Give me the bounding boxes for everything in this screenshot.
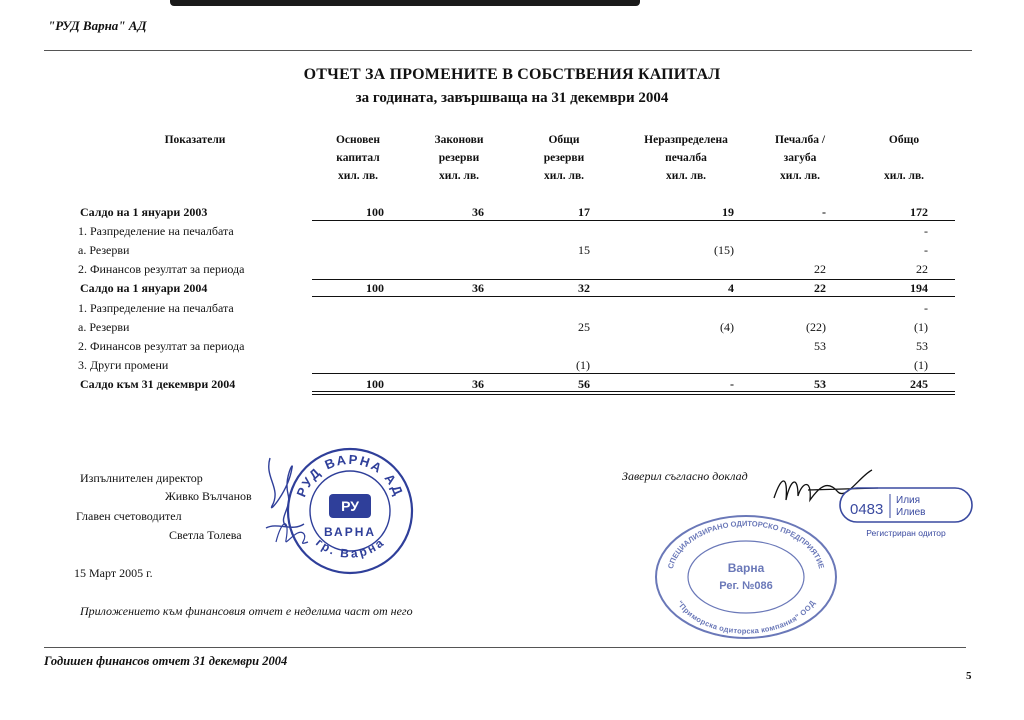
svg-text:"Приморска одиторска компания" — [675, 598, 817, 635]
column-header-5 — [740, 131, 860, 185]
table-row — [0, 241, 1024, 260]
company-seal-top-text: РУД ВАРНА АД — [293, 451, 407, 500]
auditor-first-name: Илия — [896, 495, 921, 506]
company-seal — [283, 444, 417, 578]
column-header-3-line1: Общи — [548, 134, 580, 146]
executive-name: Живко Вълчанов — [165, 489, 252, 503]
row-cell: - — [924, 224, 928, 238]
rule-total-1 — [312, 391, 955, 392]
row-cell: 19 — [722, 205, 734, 219]
row-label: 1. Разпределение на печалбата — [78, 224, 234, 238]
footer-report-name: Годишен финансов отчет 31 декември 2004 — [44, 654, 288, 668]
row-cell: 17 — [578, 205, 590, 219]
accountant-title: Главен счетоводител — [76, 509, 182, 523]
table-row — [0, 318, 1024, 337]
audit-firm-seal — [650, 512, 842, 642]
row-cell: 25 — [578, 320, 590, 334]
auditor-title: Регистриран одитор — [866, 528, 946, 538]
auditor-stamp — [838, 484, 976, 542]
report-date: 15 Март 2005 г. — [74, 566, 153, 580]
row-cell: (1) — [914, 358, 928, 372]
column-header-2-line2: резерви — [438, 152, 480, 164]
executive-title: Изпълнителен директор — [80, 471, 203, 485]
svg-text:РУ: РУ — [341, 498, 359, 514]
column-header-3-line2: резерви — [543, 152, 585, 164]
row-cell: - — [924, 243, 928, 257]
column-header-2-unit: хил. лв. — [438, 170, 480, 182]
company-seal-bottom-text: гр. Варна — [313, 535, 387, 561]
footer-rule — [44, 647, 966, 648]
column-header-1-unit: хил. лв. — [337, 170, 379, 182]
column-header-4-line2: печалба — [665, 152, 707, 164]
auditor-last-name: Илиев — [896, 507, 926, 518]
column-header-3 — [504, 131, 624, 185]
row-cell: 36 — [472, 281, 484, 295]
row-label: 2. Финансов резултат за периода — [78, 339, 245, 353]
accountant-name: Светла Толева — [169, 528, 242, 542]
row-cell: - — [822, 205, 826, 219]
row-cell: 53 — [814, 339, 826, 353]
row-cell: 22 — [916, 262, 928, 276]
row-label: 1. Разпределение на печалбата — [78, 301, 234, 315]
table-row — [0, 222, 1024, 241]
column-header-6-line2 — [844, 149, 964, 167]
row-label: 2. Финансов резултат за периода — [78, 262, 245, 276]
row-label: 3. Други промени — [78, 358, 169, 372]
row-cell: (1) — [576, 358, 590, 372]
row-cell: 245 — [910, 377, 928, 391]
column-header-2 — [399, 131, 519, 185]
certified-label: Заверил съгласно доклад — [622, 469, 748, 483]
report-title: ОТЧЕТ ЗА ПРОМЕНИТЕ В СОБСТВЕНИЯ КАПИТАЛ — [303, 66, 721, 83]
row-cell: 56 — [578, 377, 590, 391]
rule-after-2003 — [312, 220, 955, 221]
row-cell: 15 — [578, 243, 590, 257]
column-header-1-line1: Основен — [335, 134, 381, 146]
row-cell: 53 — [814, 377, 826, 391]
column-header-5-unit: хил. лв. — [779, 170, 821, 182]
indicator-header: Показатели — [164, 134, 226, 146]
firm-seal-ring-text: СПЕЦИАЛИЗИРАНО ОДИТОРСКО ПРЕДПРИЯТИЕ — [665, 518, 827, 570]
firm-seal-ring-bottom: "Приморска одиторска компания" ООД — [675, 598, 817, 636]
company-seal-city: ВАРНА — [323, 525, 377, 539]
row-cell: 22 — [814, 262, 826, 276]
row-cell: 100 — [366, 377, 384, 391]
table-row — [0, 260, 1024, 279]
row-cell: - — [924, 301, 928, 315]
firm-seal-reg: Рег. №086 — [719, 580, 773, 592]
column-header-5-line1: Печалба / — [774, 134, 826, 146]
row-cell: 100 — [366, 205, 384, 219]
row-cell: 53 — [916, 339, 928, 353]
column-header-3-unit: хил. лв. — [543, 170, 585, 182]
column-header-4-line1: Неразпределена — [644, 134, 728, 146]
row-cell: - — [730, 377, 734, 391]
row-cell: (4) — [720, 320, 734, 334]
row-cell: (22) — [806, 320, 826, 334]
row-cell: 4 — [728, 281, 734, 295]
row-label: Салдо на 1 януари 2004 — [80, 281, 208, 295]
row-cell: 194 — [910, 281, 928, 295]
auditor-number: 0483 — [850, 501, 884, 518]
row-label: Салдо на 1 януари 2003 — [80, 205, 208, 219]
table-row — [0, 337, 1024, 356]
row-cell: 36 — [472, 205, 484, 219]
firm-seal-city: Варна — [727, 561, 765, 575]
row-cell: (15) — [714, 243, 734, 257]
row-cell: (1) — [914, 320, 928, 334]
rule-total-2 — [312, 394, 955, 395]
svg-text:гр. Варна — [313, 535, 387, 560]
rule-before-2004 — [312, 279, 955, 280]
column-header-6 — [844, 131, 964, 185]
row-cell: 22 — [814, 281, 826, 295]
row-label: а. Резерви — [78, 320, 130, 334]
row-label: Салдо към 31 декември 2004 — [80, 377, 236, 391]
column-header-1-line2: капитал — [336, 152, 380, 164]
column-header-5-line2: загуба — [783, 152, 817, 164]
header-rule — [44, 50, 972, 51]
column-header-2-line1: Законови — [434, 134, 484, 146]
svg-text:РУД ВАРНА АД — [293, 452, 406, 499]
row-cell: 100 — [366, 281, 384, 295]
column-header-6-unit: хил. лв. — [883, 170, 925, 182]
column-header-4 — [626, 131, 746, 185]
row-cell: 32 — [578, 281, 590, 295]
row-label: а. Резерви — [78, 243, 130, 257]
column-header-4-unit: хил. лв. — [665, 170, 707, 182]
top-edge-band — [170, 0, 640, 6]
rule-after-2004 — [312, 296, 955, 297]
column-header-6-line1: Общо — [888, 134, 920, 146]
report-subtitle: за годината, завършваща на 31 декември 2004 — [355, 90, 669, 106]
row-cell: 36 — [472, 377, 484, 391]
appendix-note: Приложението към финансовия отчет е неделима част от него — [80, 604, 413, 618]
page-number: 5 — [966, 670, 972, 682]
table-row — [0, 299, 1024, 318]
row-cell: 172 — [910, 205, 928, 219]
company-name: "РУД Варна" АД — [48, 18, 147, 33]
rule-before-2004-end — [312, 373, 955, 374]
